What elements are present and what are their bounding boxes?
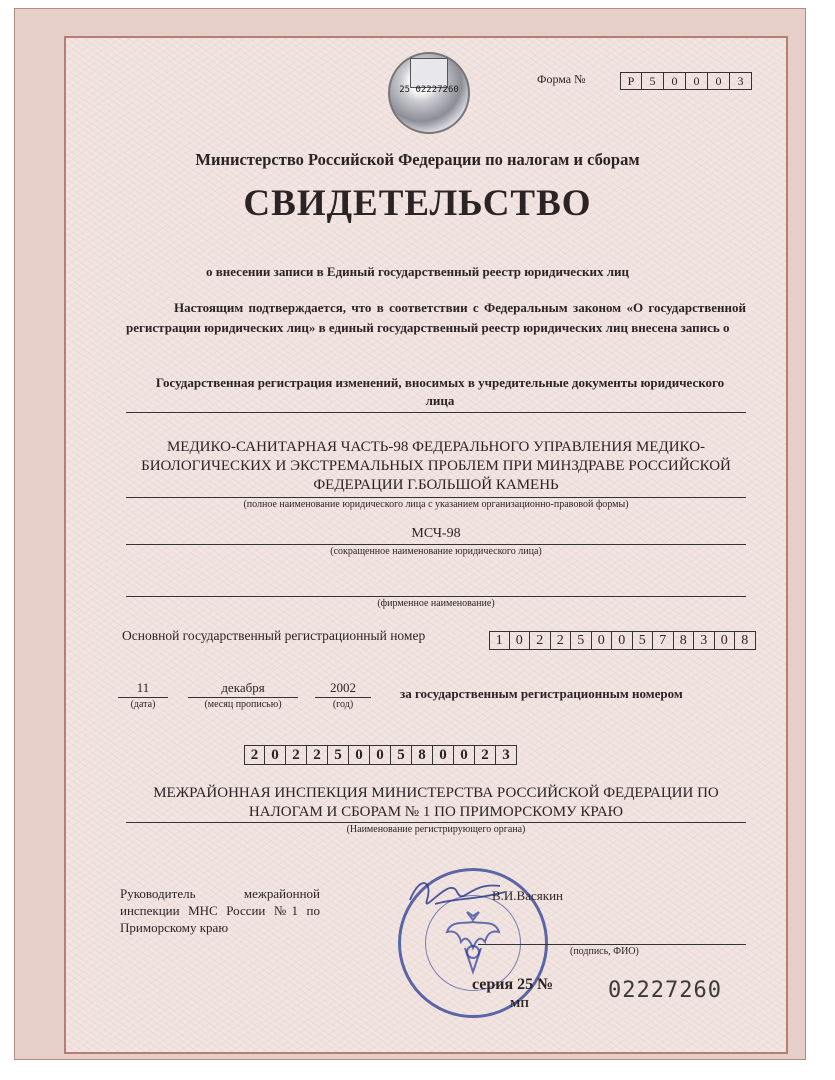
ogrn-digit: 5 <box>633 631 654 650</box>
ogrn-digit: 0 <box>510 631 531 650</box>
serial-number: 02227260 <box>608 978 722 1003</box>
registering-authority: МЕЖРАЙОННАЯ ИНСПЕКЦИЯ МИНИСТЕРСТВА РОССИЙСКОЙ ФЕДЕРАЦИИ ПО НАЛОГАМ И СБОРАМ № 1 ПО ПРИМОРСКОМУ КРАЮ <box>153 785 719 820</box>
form-code-digit: 5 <box>642 72 664 90</box>
ogrn-digit: 0 <box>715 631 736 650</box>
grn-digit: 5 <box>391 745 412 765</box>
grn-digit: 5 <box>328 745 349 765</box>
ogrn-digit: 1 <box>489 631 510 650</box>
ogrn-digit: 3 <box>694 631 715 650</box>
ogrn-digit: 8 <box>735 631 756 650</box>
grn-digit: 3 <box>496 745 517 765</box>
ogrn-digit: 5 <box>571 631 592 650</box>
ogrn-digit: 7 <box>653 631 674 650</box>
form-code-boxes <box>620 72 752 90</box>
confirmation-text: Настоящим подтверждается, что в соответствии с Федеральным законом «О государственной регистрации юридических лиц» в единый государственный реестр юридических лиц внесена запись о <box>126 300 746 335</box>
form-code-digit: 0 <box>686 72 708 90</box>
ogrn-digit: 8 <box>674 631 695 650</box>
divider <box>118 697 168 698</box>
hologram-emblem-icon <box>410 58 448 88</box>
authority-caption: (Наименование регистрирующего органа) <box>346 824 526 835</box>
grn-digit: 2 <box>286 745 307 765</box>
grn-digit: 0 <box>265 745 286 765</box>
form-label: Форма № <box>537 72 586 86</box>
form-code-digit: 3 <box>730 72 752 90</box>
grn-digit: 2 <box>307 745 328 765</box>
date-day: 11 <box>136 680 150 695</box>
form-code-digit: 0 <box>664 72 686 90</box>
date-year: 2002 <box>330 680 356 695</box>
ogrn-digit: 0 <box>592 631 613 650</box>
record-type: Государственная регистрация изменений, вносимых в учредительные документы юридического лица <box>155 375 725 408</box>
divider <box>188 697 298 698</box>
divider <box>126 596 746 597</box>
ministry-name: Министерство Российской Федерации по налогам и сборам <box>195 150 640 169</box>
divider <box>126 822 746 823</box>
date-month-caption: (месяц прописью) <box>204 699 282 710</box>
ogrn-digit: 2 <box>551 631 572 650</box>
date-year-caption: (год) <box>332 699 354 710</box>
brand-name-caption: (фирменное наименование) <box>377 598 495 609</box>
grn-digit: 2 <box>244 745 265 765</box>
head-name: В.И.Васякин <box>492 888 563 903</box>
ogrn-boxes <box>489 631 756 650</box>
grn-digit: 0 <box>349 745 370 765</box>
grn-digit: 0 <box>370 745 391 765</box>
grn-digit: 0 <box>454 745 475 765</box>
series-label: серия 25 № <box>472 976 554 993</box>
divider <box>126 544 746 545</box>
date-month: декабря <box>221 680 265 695</box>
short-legal-name: МСЧ-98 <box>411 526 461 541</box>
grn-digit: 2 <box>475 745 496 765</box>
divider <box>126 497 746 498</box>
short-name-caption: (сокращенное наименование юридического лица) <box>330 546 542 557</box>
signature-caption: (подпись, ФИО) <box>570 946 639 957</box>
stamp-place-label: МП <box>510 998 529 1010</box>
document-title: СВИДЕТЕЛЬСТВО <box>243 183 592 224</box>
full-legal-name: МЕДИКО-САНИТАРНАЯ ЧАСТЬ-98 ФЕДЕРАЛЬНОГО УПРАВЛЕНИЯ МЕДИКО-БИОЛОГИЧЕСКИХ И ЭКСТРЕМАЛЬНЫХ ПРОБЛЕМ ПРИ МИНЗДРАВЕ РОССИЙСКОЙ ФЕДЕРАЦИИ Г.БОЛЬШОЙ КАМЕНЬ <box>141 439 731 493</box>
registration-number-label: за государственным регистрационным номером <box>400 686 683 701</box>
divider <box>315 697 371 698</box>
hologram-number: 25 02227260 <box>399 85 459 95</box>
grn-digit: 8 <box>412 745 433 765</box>
date-day-caption: (дата) <box>130 699 156 710</box>
grn-digit: 0 <box>433 745 454 765</box>
divider <box>126 412 746 413</box>
form-code-digit: 0 <box>708 72 730 90</box>
grn-boxes <box>244 745 517 765</box>
form-code-digit: Р <box>620 72 642 90</box>
ogrn-label: Основной государственный регистрационный номер <box>122 628 426 643</box>
ogrn-digit: 2 <box>530 631 551 650</box>
divider <box>478 944 746 945</box>
full-name-caption: (полное наименование юридического лица с указанием организационно-правовой формы) <box>243 499 629 510</box>
document-subtitle: о внесении записи в Единый государственный реестр юридических лиц <box>205 264 629 279</box>
ogrn-digit: 0 <box>612 631 633 650</box>
head-title: Руководитель межрайонной инспекции МНС России №1 по Приморскому краю <box>120 886 320 935</box>
